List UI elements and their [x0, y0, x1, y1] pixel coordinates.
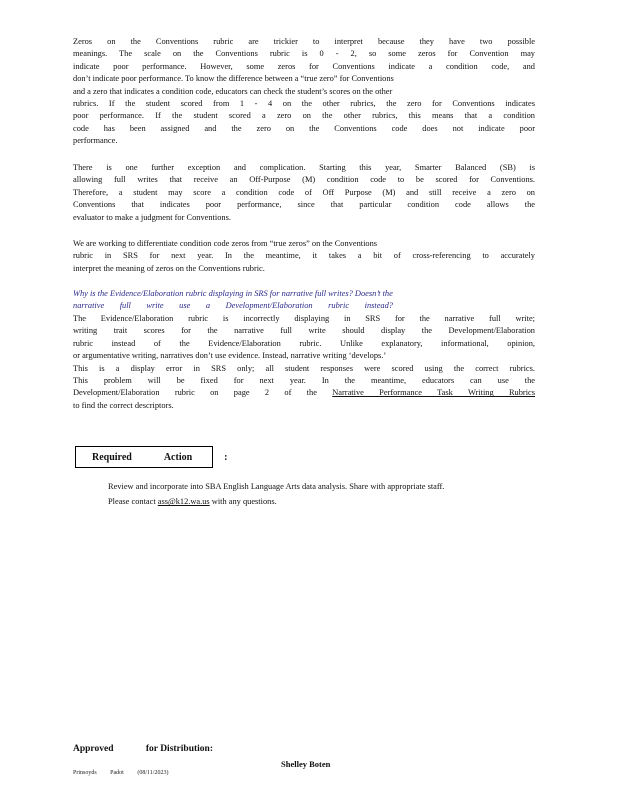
footer-name: Prinsoyds	[73, 770, 97, 776]
text-line: poor performance. If the student scored a zero on the other rubrics, this means that a condition	[73, 111, 535, 121]
text-line: performance.	[73, 136, 118, 146]
differentiation-paragraph	[73, 238, 535, 275]
list-item	[90, 481, 510, 493]
text-line: Why is the Evidence/Elaboration rubric displaying in SRS for narrative full writes? Doesn’t the	[73, 289, 393, 298]
text-line: meanings. The scale on the Conventions rubric is 0 - 2, so some zeros for Convention may	[73, 49, 535, 59]
conventions-zeros-paragraph	[73, 36, 535, 148]
text-line: code has been assigned and the zero on the Conventions code does not indicate poor	[73, 123, 535, 133]
list-item-text: Review and incorporate into SBA English Language Arts data analysis. Share with appropriate staff.	[108, 482, 445, 491]
faq-question	[73, 288, 535, 313]
document-footer	[73, 770, 180, 776]
text-span: with any questions.	[209, 497, 277, 507]
text-line: evaluator to make a judgment for Conventions.	[73, 212, 231, 222]
text-line: rubric instead of the Evidence/Elaboration rubric. Unlike explanatory, informational, opinion,	[73, 338, 535, 348]
text-line: narrative full write use a Development/Elaboration rubric instead?	[73, 301, 393, 311]
text-line: Conventions that indicates poor performance, since that particular condition code allows the	[73, 200, 535, 210]
footer-role: Padot	[110, 770, 124, 776]
text-line: This is a display error in SRS only; all student responses were scored using the correct rubrics.	[73, 363, 535, 373]
heading-word: Required	[92, 451, 132, 463]
email-link[interactable]: ass@k12.wa.us	[157, 497, 210, 507]
text-line: allowing full writes that receive an Off-Purpose (M) condition code to be scored for Conventions.	[73, 175, 535, 185]
exception-paragraph	[73, 162, 535, 224]
text-line: to find the correct descriptors.	[73, 400, 174, 410]
text-line: and a zero that indicates a condition code, educators can check the student’s scores on the other	[73, 86, 393, 96]
text-line: Zeros on the Conventions rubric are trickier to interpret because they have two possible	[73, 37, 535, 46]
footer-date: (08/11/2023)	[137, 770, 169, 776]
text-line: rubric in SRS for next year. In the meantime, it takes a bit of cross-referencing to accurately	[73, 251, 535, 261]
text-line: The Evidence/Elaboration rubric is incorrectly displaying in SRS for the narrative full write;	[73, 314, 535, 323]
approval-word: for Distribution:	[145, 744, 213, 754]
signer-name: Shelley Boten	[281, 759, 331, 769]
list-item	[90, 496, 510, 508]
list-item-text	[108, 496, 510, 508]
bullet-icon	[90, 496, 108, 508]
text-line: There is one further exception and complication. Starting this year, Smarter Balanced (SB) is	[73, 163, 535, 172]
text-span: Please contact	[108, 497, 158, 507]
text-line: writing trait scores for the narrative full write should display the Development/Elaboration	[73, 326, 535, 336]
text-line: indicate poor performance. However, some zeros for Conventions indicate a condition code, and	[73, 61, 535, 71]
text-line: don’t indicate poor performance. To know the difference between a “true zero” for Conventions	[73, 74, 394, 84]
heading-colon: :	[224, 451, 228, 463]
approval-word: Approved	[73, 744, 114, 754]
text-line: or argumentative writing, narratives don’t use evidence. Instead, narrative writing ‘develops.’	[73, 351, 387, 361]
text-line: interpret the meaning of zeros on the Conventions rubric.	[73, 263, 265, 273]
action-list	[90, 481, 510, 511]
text-line: Therefore, a student may score a condition code of Off Purpose (M) and still receive a zero on	[73, 187, 535, 197]
required-action-heading	[75, 446, 228, 468]
text-line: We are working to differentiate condition code zeros from “true zeros” on the Conventions	[73, 239, 378, 248]
bullet-icon	[90, 481, 108, 493]
approval-label	[73, 744, 213, 754]
text-span: Development/Elaboration rubric on page 2 of the	[73, 388, 333, 398]
text-line: This problem will be fixed for next year. In the meantime, educators can use the	[73, 376, 535, 386]
rubrics-link[interactable]: Narrative Performance Task Writing Rubrics	[332, 388, 536, 398]
text-line: rubrics. If the student scored from 1 - 4 on the other rubrics, the zero for Conventions indicates	[73, 99, 535, 109]
display-error-paragraph	[73, 313, 535, 412]
text-line	[73, 387, 535, 399]
heading-word: Action	[163, 451, 193, 463]
